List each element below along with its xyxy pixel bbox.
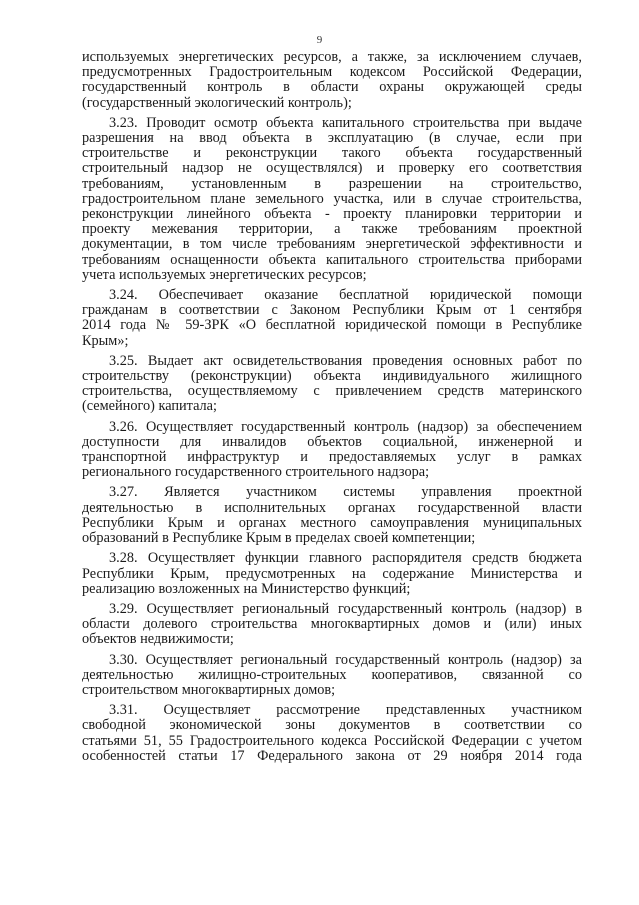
text-line: 3.24. Обеспечивает оказание бесплатной юридической помощи xyxy=(109,287,582,304)
text-line: реализацию возложенных на Министерство функций; xyxy=(82,580,411,597)
text-line: (государственный экологический контроль); xyxy=(82,94,352,111)
text-line: реконструкции линейного объекта - проекту планировки территории и xyxy=(82,206,582,223)
text-line: строительный надзор не осуществлялся) и проверку его соответствия xyxy=(82,160,582,177)
text-line: образований в Республике Крым в пределах своей компетенции; xyxy=(82,530,476,547)
text-line: свободной экономической зоны документов в соответствии со xyxy=(82,717,582,734)
text-line: 3.31. Осуществляет рассмотрение представленных участником xyxy=(109,702,582,719)
text-line: области долевого строительства многоквартирных домов и (или) иных xyxy=(82,616,582,633)
text-line: разрешения на ввод объекта в эксплуатацию (в случае, если при xyxy=(82,130,582,147)
paragraph-3-26 xyxy=(82,420,582,481)
text-line: транспортной инфраструктур и предоставляемых услуг в рамках xyxy=(82,449,582,466)
text-line: деятельностью жилищно-строительных кооперативов, связанной со xyxy=(82,666,582,683)
text-line: документации, в том числе требованиям энергетической эффективности и xyxy=(82,236,582,253)
text-line: 3.25. Выдает акт освидетельствования проведения основных работ по xyxy=(109,352,582,369)
paragraph-3-29 xyxy=(82,602,582,648)
text-line: статьями 51, 55 Градостроительного кодекса Российской Федерации с учетом xyxy=(82,732,582,749)
text-line: (семейного) капитала; xyxy=(82,398,217,415)
text-line: объектов недвижимости; xyxy=(82,631,234,648)
text-line: 3.27. Является участником системы управления проектной xyxy=(109,484,582,501)
text-line: доступности для инвалидов объектов социальной, инженерной и xyxy=(82,433,582,450)
text-line: 3.28. Осуществляет функции главного распорядителя средств бюджета xyxy=(109,550,582,567)
text-line: 3.26. Осуществляет государственный контроль (надзор) за обеспечением xyxy=(109,418,582,435)
text-line: 2014 года № 59-ЗРК «О бесплатной юридической помощи в Республике xyxy=(82,317,582,334)
text-line: деятельностью в исполнительных органах государственной власти xyxy=(82,499,582,516)
text-line: проекту межевания территории, а также требованиям проектной xyxy=(82,221,582,238)
text-line: Республики Крым и органах местного самоуправления муниципальных xyxy=(82,514,582,531)
text-line: государственный контроль в области охраны окружающей среды xyxy=(82,79,582,96)
text-line: используемых энергетических ресурсов, а также, за исключением случаев, xyxy=(82,49,582,65)
text-line: 3.30. Осуществляет региональный государственный контроль (надзор) за xyxy=(109,651,582,668)
paragraph-cont xyxy=(82,50,582,111)
text-line: требованиям оснащенности объекта капитального строительства приборами xyxy=(82,251,582,268)
paragraph-3-30 xyxy=(82,653,582,699)
paragraph-3-31 xyxy=(82,703,582,764)
text-line: строительстве и реконструкции такого объекта государственный xyxy=(82,145,582,162)
paragraph-3-28 xyxy=(82,551,582,597)
text-line: Крым»; xyxy=(82,332,129,349)
text-line: регионального государственного строительного надзора; xyxy=(82,464,430,481)
text-line: строительством многоквартирных домов; xyxy=(82,681,336,698)
text-line: гражданам в соответствии с Законом Республики Крым от 1 сентября xyxy=(82,302,582,319)
text-line: требованиям, установленным в разрешении на строительство, xyxy=(82,175,582,192)
text-line: 3.23. Проводит осмотр объекта капитального строительства при выдаче xyxy=(109,114,582,131)
page-number: 9 xyxy=(316,34,323,46)
paragraph-3-23 xyxy=(82,116,582,283)
text-line: предусмотренных Градостроительным кодексом Российской Федерации, xyxy=(82,64,582,81)
text-line: строительства, осуществляемому с привлечением средств материнского xyxy=(82,383,582,400)
text-line: особенностей статьи 17 Федерального закона от 29 ноября 2014 года xyxy=(82,747,582,764)
paragraph-3-27 xyxy=(82,485,582,546)
text-line: учета используемых энергетических ресурсов; xyxy=(82,266,367,283)
paragraph-3-24 xyxy=(82,288,582,349)
paragraph-3-25 xyxy=(82,354,582,415)
document-body xyxy=(82,50,582,769)
text-line: Республики Крым, предусмотренных на содержание Министерства и xyxy=(82,565,582,582)
text-line: градостроительном плане земельного участка, или в случае строительства, xyxy=(82,190,582,207)
text-line: строительству (реконструкции) объекта индивидуального жилищного xyxy=(82,368,582,385)
text-line: 3.29. Осуществляет региональный государственный контроль (надзор) в xyxy=(109,600,582,617)
